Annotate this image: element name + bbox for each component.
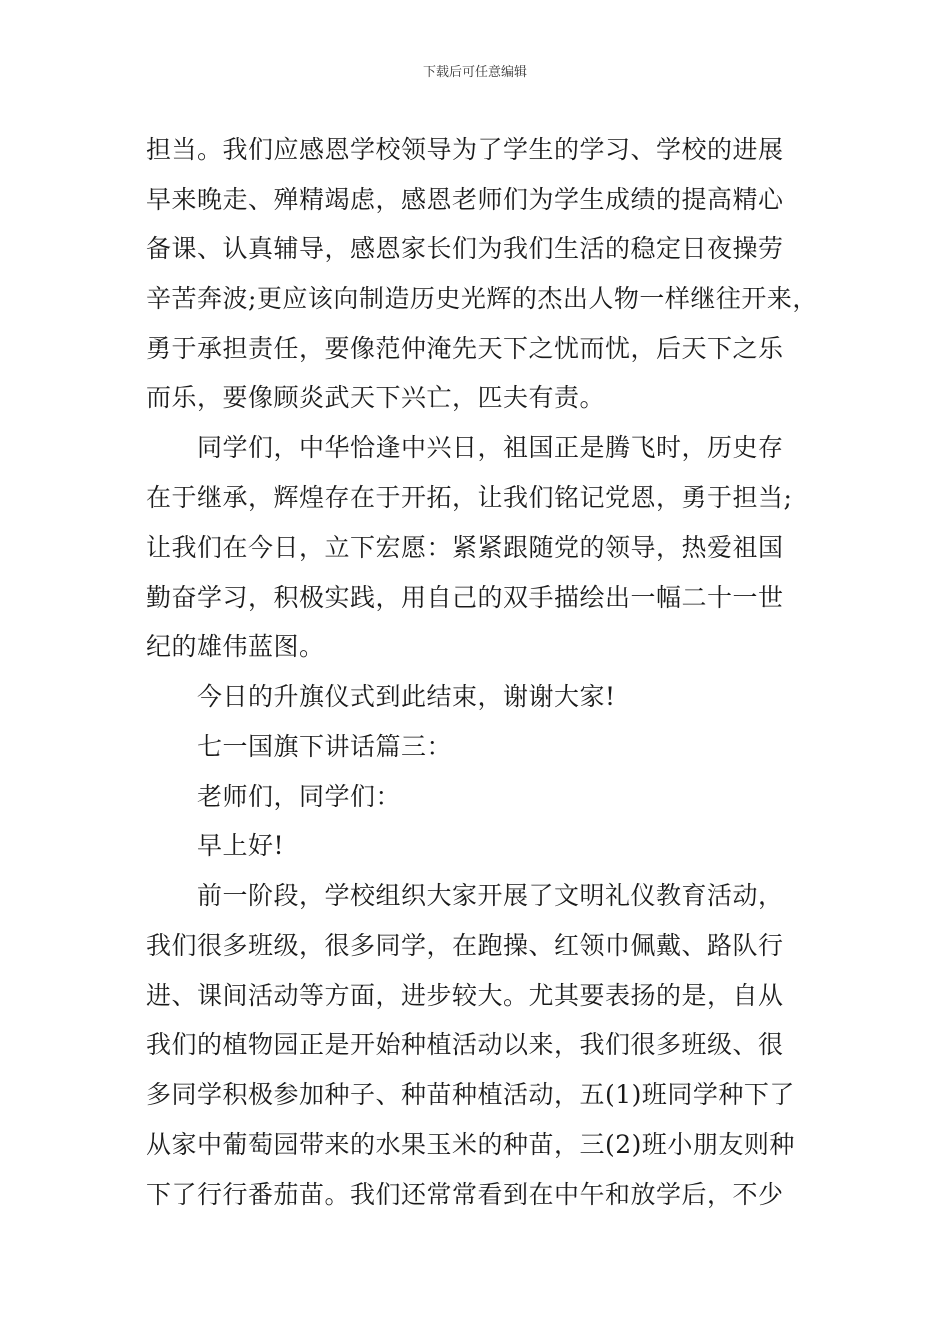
body-line: 让我们在今日，立下宏愿：紧紧跟随党的领导，热爱祖国 xyxy=(146,533,784,562)
closing-remark: 今日的升旗仪式到此结束，谢谢大家! xyxy=(197,682,616,711)
body-line: 纪的雄伟蓝图。 xyxy=(146,632,325,661)
body-line: 我们的植物园正是开始种植活动以来，我们很多班级、很 xyxy=(146,1030,784,1059)
body-line: 勤奋学习，积极实践，用自己的双手描绘出一幅二十一世 xyxy=(146,583,784,612)
body-line: 下了行行番茄苗。我们还常常看到在中午和放学后，不少 xyxy=(146,1180,784,1209)
section-heading: 七一国旗下讲话篇三： xyxy=(197,732,453,761)
body-line: 备课、认真辅导，感恩家长们为我们生活的稳定日夜操劳 xyxy=(146,234,784,263)
body-line: 我们很多班级，很多同学，在跑操、红领巾佩戴、路队行 xyxy=(146,931,784,960)
body-line: 辛苦奔波;更应该向制造历史光辉的杰出人物一样继往开来， xyxy=(146,284,818,313)
body-line: 在于继承，辉煌存在于开拓，让我们铭记党恩，勇于担当; xyxy=(146,483,793,512)
body-line: 勇于承担责任，要像范仲淹先天下之忧而忧，后天下之乐 xyxy=(146,334,784,363)
greeting: 早上好! xyxy=(197,831,285,860)
body-line: 担当。我们应感恩学校领导为了学生的学习、学校的进展 xyxy=(146,135,784,164)
body-line: 早来晚走、殚精竭虑，感恩老师们为学生成绩的提高精心 xyxy=(146,185,784,214)
salutation: 老师们，同学们： xyxy=(197,782,402,811)
body-line: 而乐，要像顾炎武天下兴亡，匹夫有责。 xyxy=(146,383,606,412)
page-header: 下载后可任意编辑 xyxy=(422,65,527,80)
paragraph-first-line: 前一阶段，学校组织大家开展了文明礼仪教育活动， xyxy=(197,881,784,910)
body-line: 多同学积极参加种子、种苗种植活动，五(1)班同学种下了 xyxy=(146,1080,795,1109)
body-line: 从家中葡萄园带来的水果玉米的种苗，三(2)班小朋友则种 xyxy=(146,1130,795,1159)
paragraph-first-line: 同学们，中华恰逢中兴日，祖国正是腾飞时，历史存 xyxy=(197,433,784,462)
body-line: 进、课间活动等方面，进步较大。尤其要表扬的是，自从 xyxy=(146,981,784,1010)
